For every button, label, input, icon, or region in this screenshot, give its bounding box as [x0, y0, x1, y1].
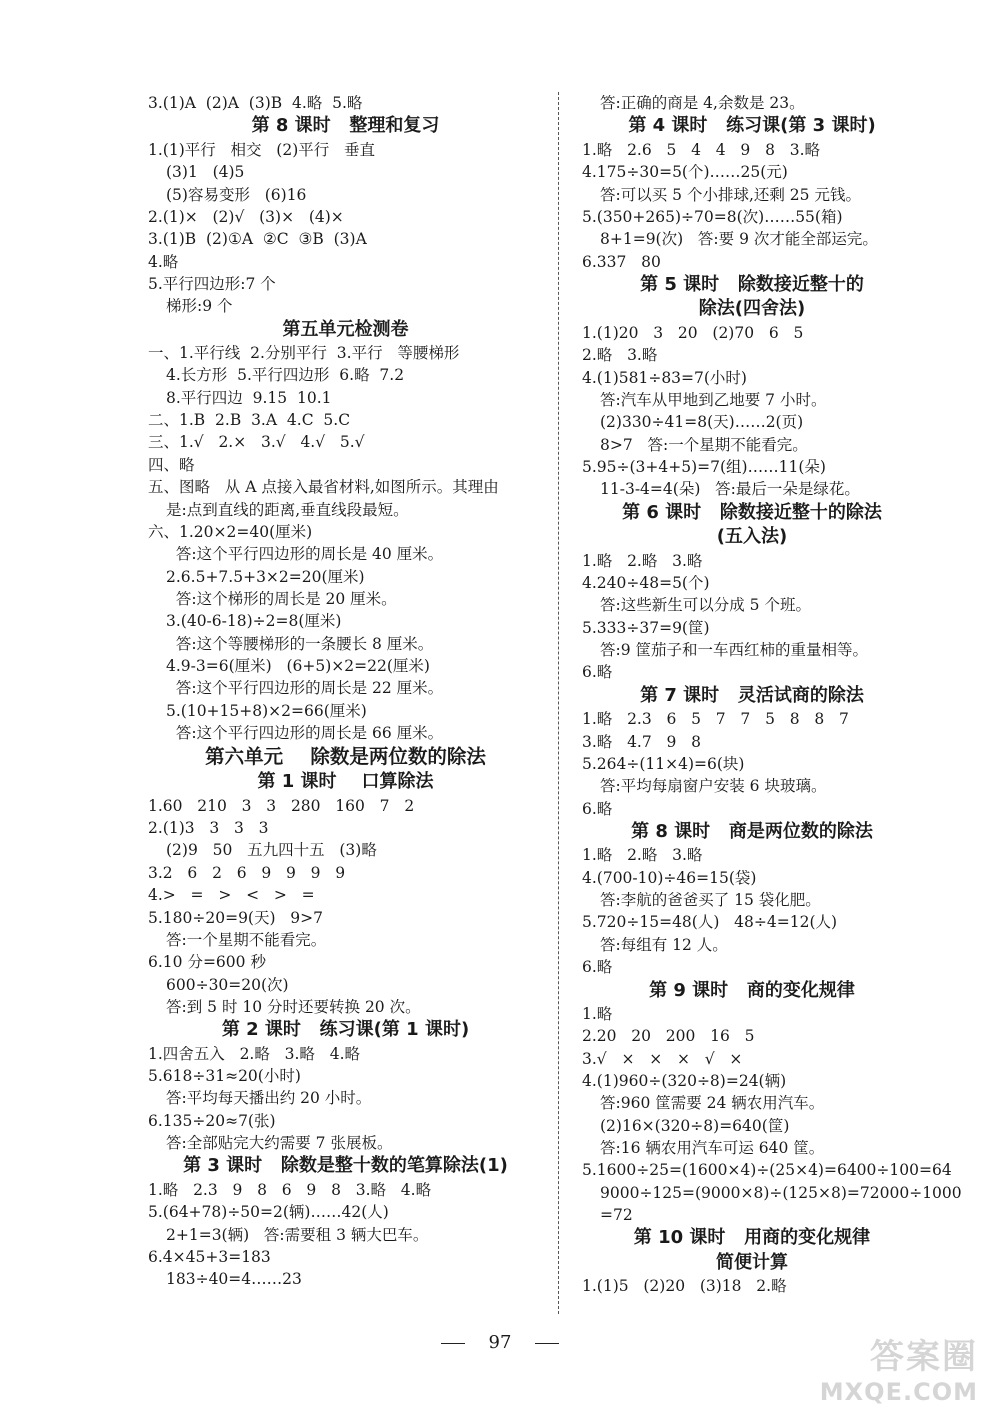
- answer-line: 答:这个平行四边形的周长是 66 厘米。: [166, 723, 444, 742]
- answer-line: 答:这些新生可以分成 5 个班。: [600, 596, 811, 615]
- answer-line: 答:汽车从甲地到乙地要 7 小时。: [600, 390, 827, 409]
- answer-line: 答:16 辆农用汽车可运 640 筐。: [600, 1139, 825, 1158]
- answer-line: 8>7 答:一个星期不能看完。: [600, 435, 808, 454]
- answer-line: 4.略: [148, 252, 179, 271]
- answer-line: 6.135÷20≈7(张): [148, 1111, 276, 1130]
- answer-line: 答:一个星期不能看完。: [166, 930, 327, 949]
- answer-line: 4.(1)581÷83=7(小时): [582, 368, 747, 387]
- left-column: [148, 92, 543, 1291]
- answer-line: 答:李航的爸爸买了 15 袋化肥。: [600, 891, 821, 910]
- answer-line: 1.略 2.略 3.略: [582, 846, 703, 865]
- answer-line: (5)容易变形 (6)16: [166, 185, 307, 204]
- section-heading: (五入法): [716, 526, 788, 548]
- answer-line: 6.10 分=600 秒: [148, 953, 266, 972]
- answer-line: 2.6.5+7.5+3×2=20(厘米): [166, 567, 365, 586]
- section-heading: 简便计算: [716, 1251, 788, 1273]
- answer-line: 是:点到直线的距离,垂直线段最短。: [166, 500, 409, 519]
- answer-line: (2)16×(320÷8)=640(筐): [600, 1116, 790, 1135]
- answer-line: 8.平行四边 9.15 10.1: [166, 388, 332, 407]
- section-heading: 第五单元检测卷: [282, 318, 409, 340]
- answer-line: 1.略 2.3 6 5 7 7 5 8 8 7: [582, 710, 849, 729]
- answer-line: 4.> = > < > =: [148, 886, 315, 905]
- section-heading: 第 8 课时 商是两位数的除法: [631, 820, 873, 842]
- answer-line: 4.9-3=6(厘米) (6+5)×2=22(厘米): [166, 656, 430, 675]
- answer-line: 11-3-4=4(朵) 答:最后一朵是绿花。: [600, 480, 860, 499]
- dash-left: [441, 1343, 465, 1344]
- answer-line: 4.长方形 5.平行四边形 6.略 7.2: [166, 366, 405, 385]
- watermark-bottom: MXQE.COM: [819, 1378, 978, 1406]
- answer-line: 5.95÷(3+4+5)=7(组)……11(朵): [582, 457, 826, 476]
- answer-line: 答:9 筐茄子和一车西红柿的重量相等。: [600, 641, 869, 660]
- answer-line: 答:这个等腰梯形的一条腰长 8 厘米。: [166, 634, 434, 653]
- watermark-logo: [778, 1329, 978, 1406]
- answer-line: 答:到 5 时 10 分时还要转换 20 次。: [166, 997, 421, 1016]
- answer-line: (2)9 50 五九四十五 (3)略: [166, 841, 377, 860]
- section-heading: 除法(四舍法): [698, 298, 806, 320]
- section-heading: 第 6 课时 除数接近整十的除法: [622, 501, 882, 523]
- answer-line: 3.(1)B (2)①A ②C ③B (3)A: [148, 230, 367, 249]
- answer-line: 2.(1)× (2)√ (3)× (4)×: [148, 207, 344, 226]
- answer-line: 2.略 3.略: [582, 346, 658, 365]
- answer-line: 5.(64+78)÷50=2(辆)……42(人): [148, 1203, 389, 1222]
- answer-line: (3)1 (4)5: [166, 163, 245, 182]
- answer-line: 8+1=9(次) 答:要 9 次才能全部运完。: [600, 230, 878, 249]
- answer-line: 3.√ × × × √ ×: [582, 1049, 743, 1068]
- answer-line: 答:平均每天播出约 20 小时。: [166, 1089, 372, 1108]
- answer-line: 1.60 210 3 3 280 160 7 2: [148, 796, 415, 815]
- section-heading: 第 5 课时 除数接近整十的: [640, 273, 864, 295]
- answer-line: 5.(10+15+8)×2=66(厘米): [166, 701, 367, 720]
- section-heading: 第 9 课时 商的变化规律: [649, 979, 855, 1001]
- answer-line: 三、1.√ 2.× 3.√ 4.√ 5.√: [148, 433, 365, 452]
- answer-line: 5.618÷31≈20(小时): [148, 1067, 301, 1086]
- section-heading: 第 8 课时 整理和复习: [251, 115, 440, 137]
- answer-line: 5.720÷15=48(人) 48÷4=12(人): [582, 913, 838, 932]
- answer-line: 四、略: [148, 455, 195, 474]
- answer-line: 600÷30=20(次): [166, 975, 289, 994]
- answer-line: 答:每组有 12 人。: [600, 935, 728, 954]
- answer-line: 3.(1)A (2)A (3)B 4.略 5.略: [148, 94, 363, 112]
- answer-line: 答:全部贴完大约需要 7 张展板。: [166, 1134, 393, 1153]
- section-heading: 第 3 课时 除数是整十数的笔算除法(1): [183, 1155, 508, 1177]
- answer-line: =72: [600, 1206, 633, 1225]
- answer-line: 5.264÷(11×4)=6(块): [582, 754, 745, 773]
- answer-line: 1.(1)20 3 20 (2)70 6 5: [582, 323, 804, 342]
- answer-line: 2.(1)3 3 3 3: [148, 819, 269, 838]
- answer-line: (2)330÷41=8(天)……2(页): [600, 413, 804, 432]
- answer-line: 五、图略 从 A 点接入最省材料,如图所示。其理由: [148, 478, 499, 497]
- answer-line: 6.4×45+3=183: [148, 1247, 271, 1266]
- answer-line: 1.略 2.6 5 4 4 9 8 3.略: [582, 140, 821, 159]
- answer-line: 4.240÷48=5(个): [582, 574, 710, 592]
- answer-line: 1.略 2.略 3.略: [582, 551, 703, 570]
- answer-line: 1.略 2.3 9 8 6 9 8 3.略 4.略: [148, 1180, 432, 1199]
- section-heading: 第 2 课时 练习课(第 1 课时): [221, 1019, 470, 1041]
- answer-line: 答:正确的商是 4,余数是 23。: [600, 94, 805, 112]
- answer-line: 答:可以买 5 个小排球,还剩 25 元钱。: [600, 185, 861, 204]
- section-heading: 第 4 课时 练习课(第 3 课时): [628, 115, 876, 137]
- answer-line: 答:这个平行四边形的周长是 40 厘米。: [166, 545, 444, 564]
- answer-line: 六、1.20×2=40(厘米): [148, 522, 313, 541]
- page-number-text: 97: [488, 1332, 512, 1353]
- answer-line: 9000÷125=(9000×8)÷(125×8)=72000÷1000: [600, 1183, 962, 1202]
- answer-line: 4.(700-10)÷46=15(袋): [582, 868, 757, 887]
- answer-line: 2+1=3(辆) 答:需要租 3 辆大巴车。: [166, 1225, 429, 1244]
- answer-line: 1.略: [582, 1005, 613, 1023]
- answer-line: 4.(1)960÷(320÷8)=24(辆): [582, 1072, 787, 1091]
- dash-right: [535, 1343, 559, 1344]
- section-heading: 第 7 课时 灵活试商的除法: [640, 684, 864, 706]
- answer-line: 6.略: [582, 663, 613, 682]
- answer-line: 梯形:9 个: [166, 297, 233, 316]
- answer-line: 1.四舍五入 2.略 3.略 4.略: [148, 1044, 360, 1063]
- answer-line: 3.(40-6-18)÷2=8(厘米): [166, 612, 342, 631]
- answer-line: 5.平行四边形:7 个: [148, 274, 276, 293]
- section-heading: 第六单元 除数是两位数的除法: [205, 745, 486, 769]
- answer-line: 5.333÷37=9(筐): [582, 618, 710, 637]
- watermark-top: 答案圈: [870, 1337, 978, 1377]
- answer-line: 4.175÷30=5(个)……25(元): [582, 163, 788, 182]
- answer-line: 答:平均每扇窗户安装 6 块玻璃。: [600, 777, 827, 796]
- section-heading: 第 1 课时 口算除法: [257, 771, 434, 793]
- answer-line: 2.20 20 200 16 5: [582, 1027, 755, 1046]
- answer-line: 6.337 80: [582, 252, 661, 271]
- section-heading: 第 10 课时 用商的变化规律: [633, 1227, 871, 1249]
- answer-line: 5.(350+265)÷70=8(次)……55(箱): [582, 207, 843, 226]
- answer-line: 5.1600÷25=(1600×4)÷(25×4)=6400÷100=64: [582, 1161, 952, 1180]
- answer-line: 答:960 筐需要 24 辆农用汽车。: [600, 1094, 825, 1113]
- answer-line: 5.180÷20=9(天) 9>7: [148, 908, 324, 927]
- answer-line: 答:这个梯形的周长是 20 厘米。: [166, 589, 397, 608]
- column-divider: [558, 92, 559, 1314]
- answer-line: 答:这个平行四边形的周长是 22 厘米。: [166, 679, 444, 698]
- answer-line: 二、1.B 2.B 3.A 4.C 5.C: [148, 411, 351, 430]
- answer-line: 6.略: [582, 958, 613, 977]
- answer-line: 1.(1)平行 相交 (2)平行 垂直: [148, 140, 376, 159]
- answer-line: 1.(1)5 (2)20 (3)18 2.略: [582, 1277, 787, 1296]
- answer-line: 一、1.平行线 2.分别平行 3.平行 等腰梯形: [148, 344, 460, 363]
- answer-line: 3.2 6 2 6 9 9 9 9: [148, 863, 346, 882]
- right-column: [582, 92, 962, 1298]
- answer-line: 183÷40=4……23: [166, 1270, 302, 1289]
- answer-line: 3.略 4.7 9 8: [582, 732, 702, 751]
- answer-line: 6.略: [582, 799, 613, 818]
